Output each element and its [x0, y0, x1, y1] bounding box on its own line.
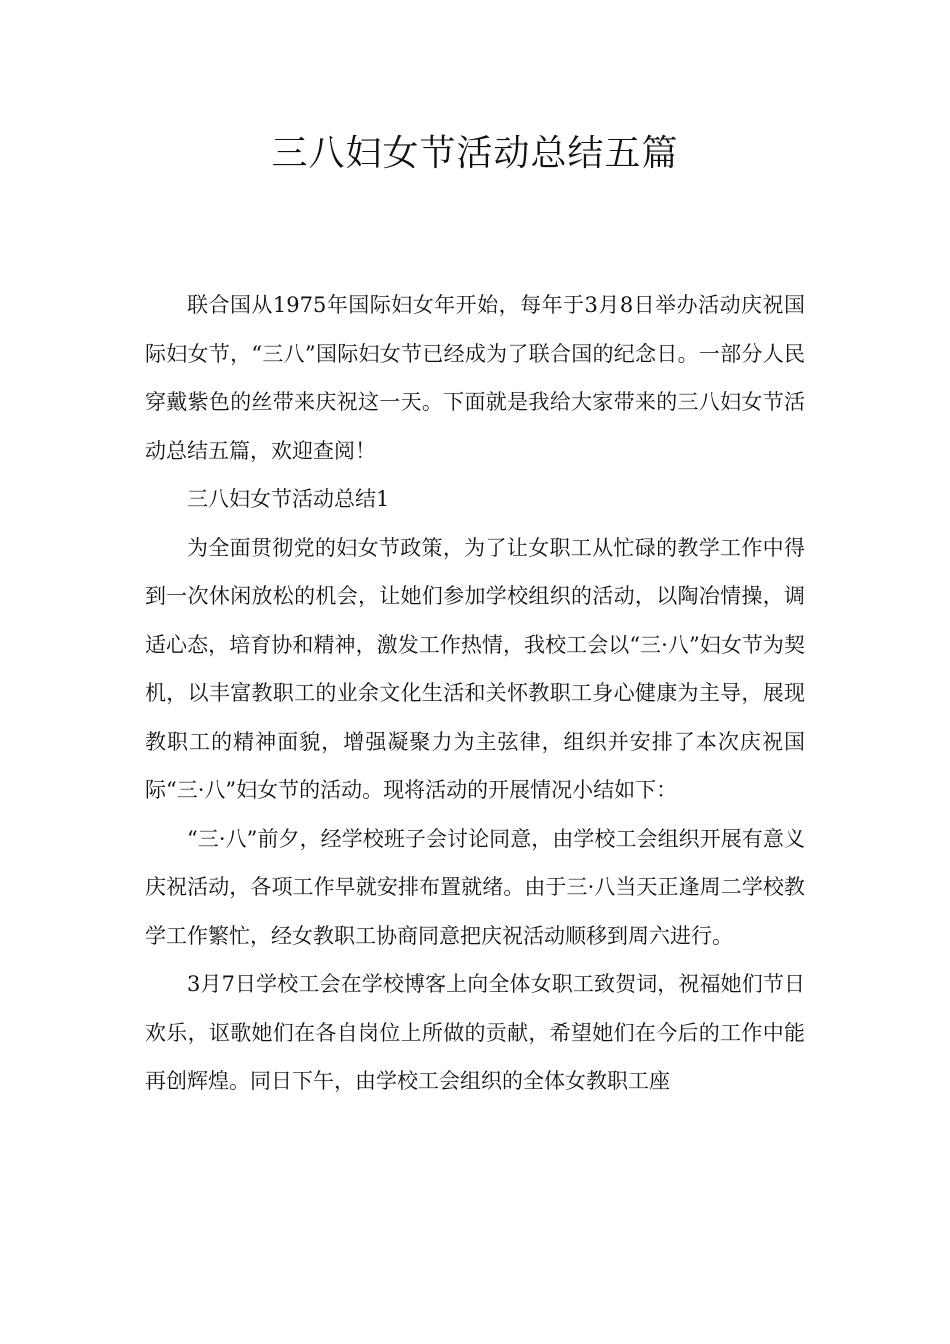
section-heading: 三八妇女节活动总结1: [187, 487, 390, 511]
document-title: 三八妇女节活动总结五篇: [271, 133, 679, 174]
document-body: [145, 281, 805, 1106]
intro-paragraph: 联合国从1975年国际妇女年开始，每年于3月8日举办活动庆祝国际妇女节，“三八”国际妇女节已经成为了联合国的纪念日。一部分人民穿戴紫色的丝带来庆祝这一天。下面就是我给大家带来的三八妇女节活动总结五篇，欢迎查阅！: [145, 293, 805, 463]
body-paragraph: 为全面贯彻党的妇女节政策，为了让女职工从忙碌的教学工作中得到一次休闲放松的机会，让她们参加学校组织的活动，以陶冶情操，调适心态，培育协和精神，激发工作热情，我校工会以“三·八”妇女节为契机，以丰富教职工的业余文化生活和关怀教职工身心健康为主导，展现教职工的精神面貌，增强凝聚力为主弦律，组织并安排了本次庆祝国际“三·八”妇女节的活动。现将活动的开展情况小结如下：: [145, 535, 805, 802]
body-paragraph: 3月7日学校工会在学校博客上向全体女职工致贺词，祝福她们节日欢乐，讴歌她们在各自岗位上所做的贡献，希望她们在今后的工作中能再创辉煌。同日下午，由学校工会组织的全体女教职工座: [145, 972, 805, 1093]
body-paragraph: “三·八”前夕，经学校班子会讨论同意，由学校工会组织开展有意义庆祝活动，各项工作早就安排布置就绪。由于三·八当天正逢周二学校教学工作繁忙，经女教职工协商同意把庆祝活动顺移到周六进行。: [145, 826, 805, 948]
